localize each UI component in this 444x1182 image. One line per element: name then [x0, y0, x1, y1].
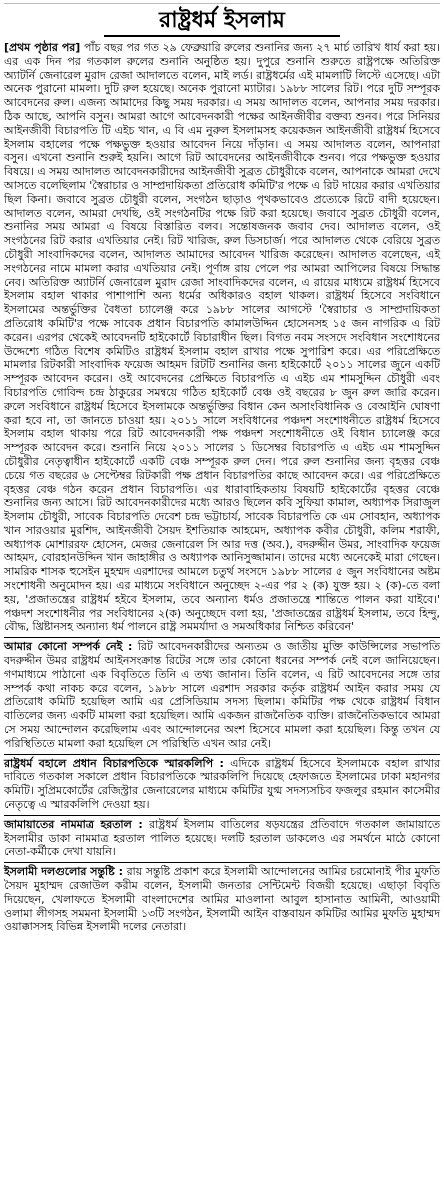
section-divider: [4, 862, 440, 863]
subheading-satisfaction: ইসলামী দলগুলোর সন্তুষ্টি :: [4, 865, 123, 879]
paragraph-satisfaction: [4, 865, 440, 934]
top-rule: [4, 0, 440, 4]
section-divider: [4, 754, 440, 755]
paragraph-continuation: [4, 41, 440, 634]
subheading-memorandum: রাষ্ট্রধর্ম বহালে প্রধান বিচারপতিকে স্মারকলিপি :: [4, 756, 224, 770]
article-body: [4, 41, 440, 934]
headline: রাষ্ট্রধর্ম ইসলাম: [104, 7, 340, 37]
subheading-no-relation: আমার কোনো সম্পর্ক নেই :: [4, 640, 133, 654]
paragraph-memorandum: [4, 757, 440, 812]
continuation-label: [প্রথম পৃষ্ঠার পর]: [4, 41, 81, 54]
section-divider: [4, 815, 440, 816]
subheading-hartal: জামায়াতের নামমাত্র হরতাল :: [4, 817, 143, 831]
paragraph-hartal: [4, 818, 440, 859]
paragraph-text: এদিকে রাষ্ট্রধর্ম হিসেবে ইসলামকে বহাল রাখার দাবিতে গতকাল সকালে প্রধান বিচারপতিকে স্মারকলিপি দিয়েছে হেফাজতে ইসলামের ঢাকা মহানগর কমিটি। সুপ্রিমকোর্টের রেজিস্ট্রার জেনারেলের মাধ্যমে কমিটির যুগ্ম সদস্যসচিব ফজলুর রহমান কাসেমীর নেতৃত্বে এ স্মারকলিপি দেওয়া হয়।: [4, 756, 441, 812]
paragraph-text: রাষ্ট্রধর্ম ইসলাম বাতিলের ষড়যন্ত্রের প্রতিবাদে গতকাল জামায়াতে ইসলামীর ডাকা নামমাত্র হরতাল পালিত হয়েছে। দলটি হরতাল ডাকলেও এর সমর্থনে মাঠে কোনো নেতা-কর্মীকে দেখা যায়নি।: [4, 817, 440, 859]
paragraph-text: পাঁচ বছর পর গত ২৯ ফেব্রুয়ারি রুলের শুনানির জন্য ২৭ মার্চ তারিখ ধার্য করা হয়। এর এক দিন পর গতকাল রুলের শুনানি অনুষ্ঠিত হয়। দুপুরে শুনানি শুরুতে রাষ্ট্রপক্ষে অতিরিক্ত অ্যাটর্নি জেনারেল মুরাদ রেজা আদালতে বলেন, মাই লর্ড। রাষ্ট্রধর্মের এই মামলাটি লিস্টে এসেছে। এটা অনেক পুরানো মামলা। দুটি রুল হয়েছে। অনেক পুরানো ম্যাটার। ১৯৮৮ সালের রিট। পরে দুটি সম্পূরক আবেদনের রুল। এজন্য আমাদের কিছু সময় দরকার। এ সময় আদালত বলেন, আপনার সময় দরকার। ঠিক আছে, আপনি বসুন। আমরা আগে আবেদনকারী পক্ষের আইনজীবীর বক্তব্য শুনব। পরে সিনিয়র আইনজীবী বিচারপতি টি এইচ খান, এ বি এম নুরুল ইসলামসহ কয়েকজন আইনজীবী রাষ্ট্রধর্ম হিসেবে ইসলাম বহালের পক্ষে পক্ষভুক্ত হওয়ার আবেদন নিয়ে দাঁড়ান। এ সময় আদালত বলেন, আপনারা বসুন। এখনো শুনানি শুরুই হয়নি। আগে রিট আবেদনের আইনজীবীকে শুনব। পরে পক্ষভুক্ত হওয়ার বিষয়ে। এ সময় আদালত আবেদনকারীদের আইনজীবী সুব্রত চৌধুরীকে বলেন, আপনাকে আমরা দেখে আসতে বলেছিলাম 'স্বৈরাচার ও সাম্প্রদায়িকতা প্রতিরোধ কমিটি'র পক্ষে এ রিট দায়ের করার এখতিয়ার ছিল কিনা। জবাবে সুব্রত চৌধুরী বলেন, সংগঠন ছাড়াও পৃথকভাবেও প্রত্যেকে রিটে বাদী হয়েছেন। আদালত বলেন, আমরা দেখছি, ওই সংগঠনটির পক্ষে রিট করা হয়েছে। জবাবে সুব্রত চৌধুরী বলেন, শুনানির সময় আমরা এ বিষয়ে বিস্তারিত বলব। সন্তোষজনক জবাব দেব। আদালত বলেন, ওই সংগঠনের রিট করার এখতিয়ার নেই। রিট খারিজ, রুল ডিসচার্জ। পরে আদালত থেকে বেরিয়ে সুব্রত চৌধুরী সাংবাদিকদের বলেন, আদালত আমাদের আবেদন খারিজ করেছেন। আদালত বলেছেন, এই সংগঠনের নামে মামলা করার এখতিয়ার নেই। পূর্ণাঙ্গ রায় পেলে পর আমরা আপিলের বিষয়ে সিদ্ধান্ত নেব। অতিরিক্ত অ্যাটর্নি জেনারেল মুরাদ রেজা সাংবাদিকদের বলেন, এ রায়ের মাধ্যমে রাষ্ট্রধর্ম হিসেবে ইসলাম বহাল থাকার পাশাপাশি অন্য ধর্মের অধিকারও বহাল থাকল। রাষ্ট্রধর্ম হিসেবে সংবিধানে ইসলামের অন্তর্ভুক্তির বৈধতা চ্যালেঞ্জ করে ১৯৮৮ সালের আগস্টে 'স্বৈরাচার ও সাম্প্রদায়িকতা প্রতিরোধ কমিটি'র পক্ষে সাবেক প্রধান বিচারপতি কামালউদ্দিন হোসেনসহ ১৫ জন নাগরিক এ রিট করেন। এরপর থেকেই আবেদনটি হাইকোর্টে বিচারাধীন ছিল। বিগত নবম সংসদে সংবিধান সংশোধনের উদ্দেশ্যে গঠিত বিশেষ কমিটিও রাষ্ট্রধর্ম ইসলাম বহাল রাখার পক্ষে সুপারিশ করে। এর পরিপ্রেক্ষিতে মামলার রিটকারী সাংবাদিক ফয়েজ আহমদ রিটটি শুনানির জন্য হাইকোর্টে ২০১১ সালের জুনে একটি সম্পূরক আবেদন করেন। ওই আবেদনের প্রেক্ষিতে বিচারপতি এ এইচ এম শামসুদ্দিন চৌধুরী এবং বিচারপতি গোবিন্দ চন্দ্র ঠাকুরের সমন্বয়ে গঠিত হাইকোর্ট বেঞ্চ ওই বছরের ৮ জুন রুল জারি করেন। রুলে সংবিধানে রাষ্ট্রধর্ম হিসেবে ইসলামকে অন্তর্ভুক্তির বিধান কেন অসাংবিধানিক ও বেআইনি ঘোষণা করা হবে না, তা জানতে চাওয়া হয়। ২০১১ সালে সংবিধানের পঞ্চদশ সংশোধনীতে রাষ্ট্রধর্ম হিসেবে ইসলাম বহাল থাকায় পরে রিট আবেদনকারী পক্ষ পঞ্চদশ সংশোধনীতে ওই বিধান চ্যালেঞ্জ করে সম্পূরক আবেদন করে। শুনানি নিয়ে ২০১১ সালের ১ ডিসেম্বর বিচারপতি এ এইচ এম শামসুদ্দিন চৌধুরীর নেতৃত্বাধীন হাইকোর্টে একটি বেঞ্চ সম্পূরক রুল দেন। পরে রুল শুনানির জন্য বৃহত্তর বেঞ্চ চেয়ে গত বছরের ৬ সেপ্টেম্বর রিটকারী পক্ষ প্রধান বিচারপতির কাছে আবেদন করে। এর পরিপ্রেক্ষিতে বৃহত্তর বেঞ্চ গঠন করেন প্রধান বিচারপতি। এর ধারাবাহিকতায় বিষয়টি হাইকোর্টের বৃহত্তর বেঞ্চে শুনানির জন্য আসে। রিট আবেদনকারীদের মধ্যে আরও ছিলেন কবি সুফিয়া কামাল, অধ্যাপক সিরাজুল ইসলাম চৌধুরী, সাবেক বিচারপতি দেবেশ চন্দ্র ভট্টাচার্য, সাবেক বিচারপতি কে এম সোবহান, অধ্যাপক খান সারওয়ার মুরশিদ, আইনজীবী সৈয়দ ইশতিয়াক আহমেদ, অধ্যাপক কবীর চৌধুরী, কলিম শরাফী, অধ্যাপক মোশাররফ হোসেন, মেজর জেনারেল সি আর দত্ত (অব.), বদরুদ্দীন উমর, সাংবাদিক ফয়েজ আহমদ, বোরহানউদ্দিন খান জাহাঙ্গীর ও অধ্যাপক আনিসুজ্জামান। তাদের মধ্যে অনেকেই মারা গেছেন। সামরিক শাসক হুসেইন মুহম্মদ এরশাদের আমলে চতুর্থ সংসদে ১৯৮৮ সালের ৫ জুন সংবিধানের অষ্টম সংশোধনী অনুমোদন হয়। এর মাধ্যমে সংবিধানে অনুচ্ছেদ ২-এর পর ২ (ক) যুক্ত হয়। ২ (ক)-তে বলা হয়, 'প্রজাতন্ত্রের রাষ্ট্রধর্ম হইবে ইসলাম, তবে অন্যান্য ধর্মও প্রজাতন্ত্রে শান্তিতে পালন করা যাইবে।' পঞ্চদশ সংশোধনীর পর সংবিধানের ২(ক) অনুচ্ছেদে বলা হয়, 'প্রজাতন্ত্রের রাষ্ট্রধর্ম ইসলাম, তবে হিন্দু, বৌদ্ধ, খ্রিষ্টানসহ অন্যান্য ধর্ম পালনে রাষ্ট্র সমমর্যাদা ও সমঅধিকার নিশ্চিত করিবেন': [4, 41, 440, 634]
paragraph-text: রিট আবেদনকারীদের অন্যতম ও জাতীয় মুক্তি কাউন্সিলের সভাপতি বদরুদ্দীন উমর রাষ্ট্রধর্ম আইনসংক্রান্ত রিটের সঙ্গে তার কোনো ধরনের সম্পর্ক নেই বলে জানিয়েছেন। গণমাধ্যমে পাঠানো এক বিবৃতিতে তিনি এ তথ্য জানান। তিনি বলেন, এ রিট আবেদনের সঙ্গে তার সম্পর্ক কথা নাকচ করে বলেন, ১৯৮৮ সালে এরশাদ সরকার কর্তৃক রাষ্ট্রধর্ম আইন করার সময় যে প্রতিরোধ কমিটি হয়েছিল আমি এর প্রেসিডিয়াম সদস্য ছিলাম। কমিটির পক্ষ থেকে রাষ্ট্রধর্ম বিধান বাতিলের জন্য একটি মামলা করা হয়েছিল। আমি একজন রাজনৈতিক ব্যক্তি। রাজনৈতিকভাবে আমরা সে সময় আন্দোলন করেছিলাম এবং আন্দোলনের অংশ হিসেবে মামলা করা হয়েছিল। কিন্তু তখন যে পরিস্থিতিতে মামলা করা হয়েছিল সে পরিস্থিতি এখন আর নেই।: [4, 640, 440, 750]
section-divider: [4, 637, 440, 638]
paragraph-text: রায় সন্তুষ্টি প্রকাশ করে ইসলামী আন্দোলনের আমির চরমোনাই পীর মুফতি সৈয়দ মুহাম্মদ রেজাউল করীম বলেন, ইসলামী জনতার সেন্টিমেন্ট বিজয়ী হয়েছে। এছাড়া বিবৃতি দিয়েছেন, খেলাফতে ইসলামী বাংলাদেশের আমির মাওলানা আবুল হাসানাত আমিনী, আওয়ামী ওলামা লীগসহ সমমনা ইসলামী ১৩টি সংগঠন, ইসলামী আইন বাস্তবায়ন কমিটির আমির মুফতি মুহাম্মদ ওয়াক্কাসসহ বিভিন্ন ইসলামী দলের নেতারা।: [4, 865, 440, 934]
paragraph-no-relation: [4, 640, 440, 750]
